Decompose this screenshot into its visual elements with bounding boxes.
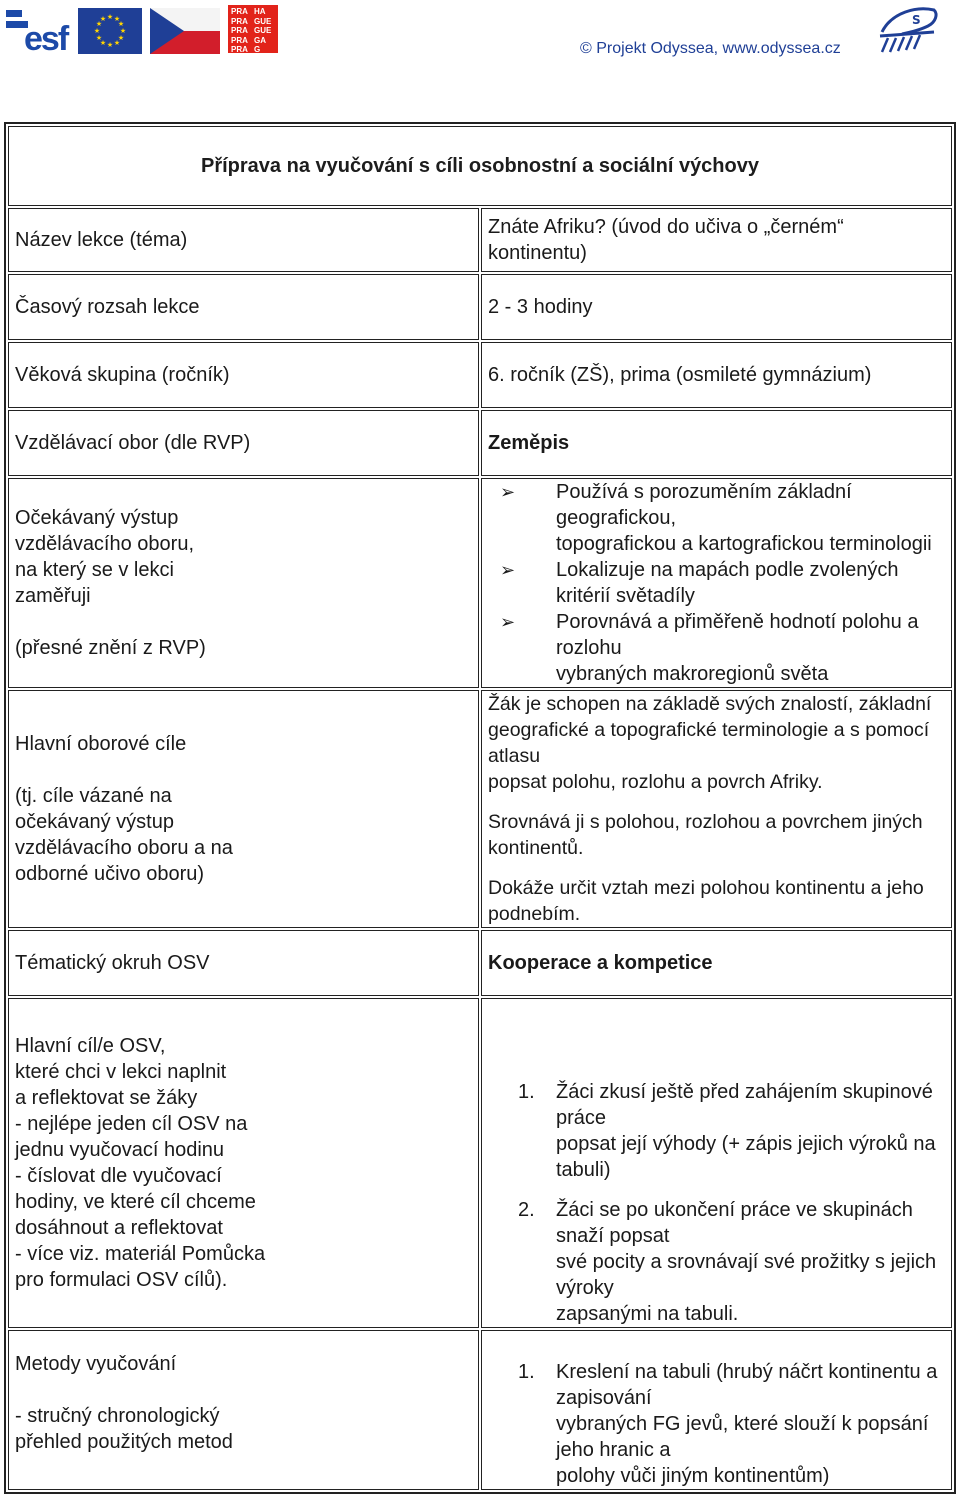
text-line: geografické a topografické terminologie a s pomocí atlasu bbox=[488, 719, 930, 767]
label-line: na který se v lekci bbox=[15, 559, 174, 581]
label-line: Hlavní oborové cíle bbox=[15, 733, 187, 755]
label-line: pro formulaci OSV cílů). bbox=[15, 1269, 228, 1291]
methods-list bbox=[481, 1330, 952, 1490]
header-logos bbox=[0, 0, 960, 70]
svg-text:S: S bbox=[912, 13, 921, 27]
czech-flag-logo bbox=[150, 8, 220, 54]
age-group-label: Věková skupina (ročník) bbox=[8, 342, 479, 408]
text-line: Žák je schopen na základě svých znalostí, základní bbox=[488, 693, 932, 715]
svg-text:★: ★ bbox=[117, 20, 125, 28]
list-number: 1. bbox=[518, 1361, 535, 1383]
lesson-plan-table bbox=[4, 122, 956, 1494]
svg-text:★: ★ bbox=[93, 27, 101, 35]
svg-text:★: ★ bbox=[95, 34, 103, 42]
list-line: Žáci se po ukončení práce ve skupinách snaží popsat bbox=[556, 1199, 913, 1247]
label-line: dosáhnout a reflektovat bbox=[15, 1217, 223, 1239]
list-number: 1. bbox=[518, 1081, 535, 1103]
svg-text:★: ★ bbox=[99, 39, 107, 47]
table-row bbox=[8, 342, 952, 408]
list-item bbox=[500, 479, 945, 557]
arrow-bullet-icon: ➢ bbox=[500, 482, 516, 502]
arrow-bullet-icon: ➢ bbox=[500, 612, 516, 632]
table-row bbox=[8, 478, 952, 688]
svg-text:★: ★ bbox=[99, 15, 107, 23]
list-line: popsat její výhody (+ zápis jejich výroků na tabuli) bbox=[556, 1133, 936, 1181]
list-number: 2. bbox=[518, 1199, 535, 1221]
table-row bbox=[8, 690, 952, 928]
list-line: Porovnává a přiměřeně hodnotí polohu a rozlohu bbox=[556, 611, 919, 659]
label-line: - více viz. materiál Pomůcka bbox=[15, 1243, 266, 1265]
arrow-bullet-icon: ➢ bbox=[500, 560, 516, 580]
age-group-value: 6. ročník (ZŠ), prima (osmileté gymnázium) bbox=[481, 342, 952, 408]
label-line: vzdělávacího oboru a na bbox=[15, 837, 233, 859]
list-item bbox=[500, 557, 945, 609]
main-goals-label bbox=[8, 690, 479, 928]
label-line: Hlavní cíl/e OSV, bbox=[15, 1035, 166, 1057]
methods-label bbox=[8, 1330, 479, 1490]
subject-value: Zeměpis bbox=[481, 410, 952, 476]
label-line: - číslovat dle vyučovací bbox=[15, 1165, 222, 1187]
label-note: (přesné znění z RVP) bbox=[15, 637, 206, 659]
table-row bbox=[8, 998, 952, 1328]
duration-label: Časový rozsah lekce bbox=[8, 274, 479, 340]
label-line: očekávaný výstup bbox=[15, 811, 174, 833]
odyssea-logo bbox=[872, 2, 944, 56]
text-line: Srovnává ji s polohou, rozlohou a povrchem jiných kontinentů. bbox=[488, 811, 923, 859]
main-goals-text bbox=[481, 690, 952, 928]
svg-text:★: ★ bbox=[117, 34, 125, 42]
label-line: které chci v lekci naplnit bbox=[15, 1061, 227, 1083]
table-row bbox=[8, 1330, 952, 1490]
list-line: vybraných makroregionů světa bbox=[556, 663, 829, 685]
table-row bbox=[8, 208, 952, 272]
list-item bbox=[518, 1079, 945, 1183]
copyright-text: © Projekt Odyssea, www.odyssea.cz bbox=[580, 40, 841, 57]
list-line: Kreslení na tabuli (hrubý náčrt kontinentu a zapisování bbox=[556, 1361, 938, 1409]
label-line: zaměřuji bbox=[15, 585, 91, 607]
list-item bbox=[518, 1197, 945, 1327]
list-line: polohy vůči jiným kontinentům) bbox=[556, 1465, 830, 1487]
list-line: vybraných FG jevů, které slouží k popsání jeho hranic a bbox=[556, 1413, 929, 1461]
list-line: Používá s porozuměním základní geografickou, bbox=[556, 481, 852, 529]
duration-value: 2 - 3 hodiny bbox=[481, 274, 952, 340]
eu-flag-logo bbox=[78, 8, 142, 54]
text-line: Dokáže určit vztah mezi polohou kontinentu a jeho podnebím. bbox=[488, 877, 924, 925]
list-line: své pocity a srovnávají své prožitky s jejich výroky bbox=[556, 1251, 937, 1299]
label-line: - stručný chronologický bbox=[15, 1405, 220, 1427]
label-line: (tj. cíle vázané na bbox=[15, 785, 172, 807]
label-line: odborné učivo oboru) bbox=[15, 863, 205, 885]
table-row bbox=[8, 930, 952, 996]
subject-label: Vzdělávací obor (dle RVP) bbox=[8, 410, 479, 476]
list-line: Žáci zkusí ještě před zahájením skupinové práce bbox=[556, 1081, 933, 1129]
osv-goal-label bbox=[8, 998, 479, 1328]
table-row bbox=[8, 410, 952, 476]
list-item bbox=[518, 1359, 945, 1489]
title-row bbox=[8, 126, 952, 206]
expected-output-list bbox=[481, 478, 952, 688]
svg-text:★: ★ bbox=[113, 39, 121, 47]
label-line: Metody vyučování bbox=[15, 1353, 177, 1375]
lesson-name-value: Znáte Afriku? (úvod do učiva o „černém“ kontinentu) bbox=[481, 208, 952, 272]
table-row bbox=[8, 274, 952, 340]
list-line: topografickou a kartografickou terminologii bbox=[556, 533, 932, 555]
list-line: Lokalizuje na mapách podle zvolených kritérií světadíly bbox=[556, 559, 899, 607]
svg-text:★: ★ bbox=[106, 13, 114, 21]
label-line: Očekávaný výstup bbox=[15, 507, 179, 529]
label-line: a reflektovat se žáky bbox=[15, 1087, 198, 1109]
lesson-name-label: Název lekce (téma) bbox=[8, 208, 479, 272]
label-line: - nejlépe jeden cíl OSV na bbox=[15, 1113, 248, 1135]
label-line: hodiny, ve které cíl chceme bbox=[15, 1191, 256, 1213]
list-item bbox=[500, 609, 945, 687]
svg-text:★: ★ bbox=[113, 15, 121, 23]
document-title: Příprava na vyučování s cíli osobnostní a sociální výchovy bbox=[8, 126, 952, 206]
osv-goal-list bbox=[481, 998, 952, 1328]
osv-topic-label: Tématický okruh OSV bbox=[8, 930, 479, 996]
svg-text:★: ★ bbox=[95, 20, 103, 28]
esf-logo: esf bbox=[6, 8, 66, 54]
label-line: jednu vyučovací hodinu bbox=[15, 1139, 225, 1161]
osv-topic-value: Kooperace a kompetice bbox=[481, 930, 952, 996]
label-line: přehled použitých metod bbox=[15, 1431, 233, 1453]
praha-logo: PRA HA PRA GUE PRA GUE PRA GA PRA G bbox=[228, 5, 278, 53]
list-line: zapsanými na tabuli. bbox=[556, 1303, 739, 1325]
svg-text:★: ★ bbox=[106, 41, 114, 49]
expected-output-label bbox=[8, 478, 479, 688]
svg-text:★: ★ bbox=[119, 27, 127, 35]
label-line: vzdělávacího oboru, bbox=[15, 533, 195, 555]
text-line: popsat polohu, rozlohu a povrch Afriky. bbox=[488, 771, 823, 793]
